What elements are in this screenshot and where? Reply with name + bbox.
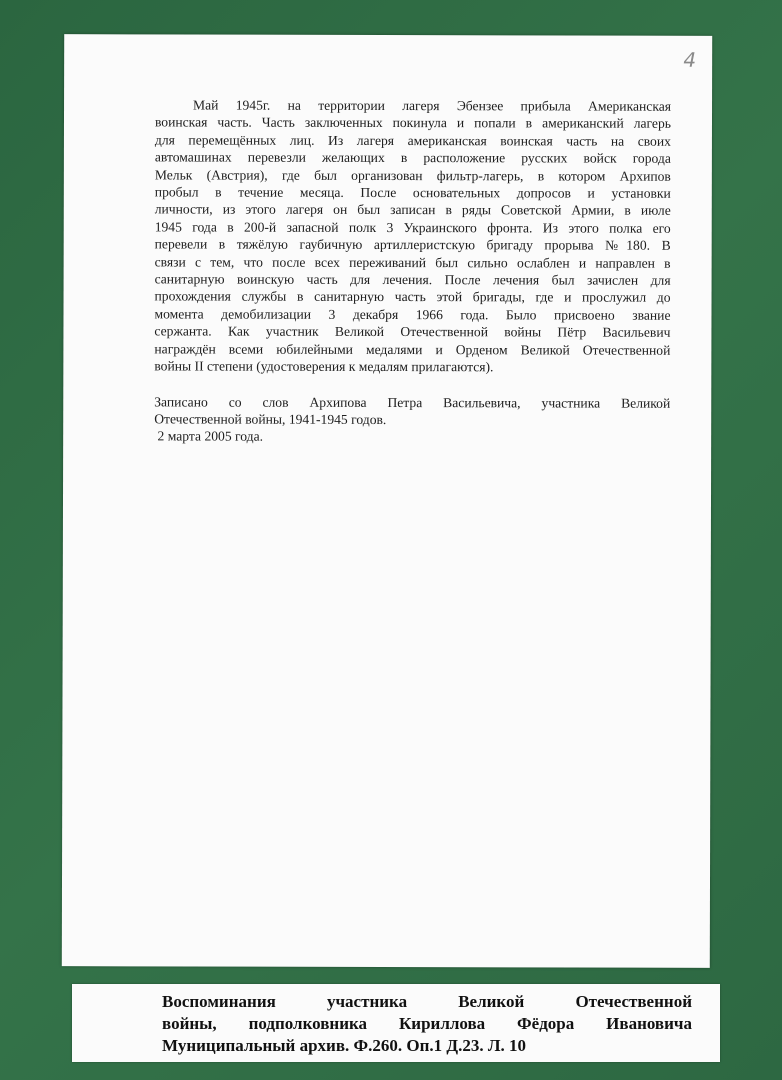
- text-line: пробыл в течение месяца. После основательных допросов и установки: [154, 184, 671, 201]
- caption-line: войны, подполковника Кириллова Фёдора Ивановича: [162, 1014, 692, 1033]
- text-line: момента демобилизации 3 декабря 1966 года. Было присвоено звание: [154, 306, 671, 323]
- date-line: 2 марта 2005 года.: [154, 428, 264, 444]
- caption-text: [162, 991, 692, 1057]
- show-through-text: [155, 380, 336, 632]
- text-line: Май 1945г. на территории лагеря Эбензее прибыла Американская: [193, 97, 672, 114]
- text-line: 1945 года в 200-й запасной полк 3 Украинского фронта. Из этого полка его: [154, 219, 671, 236]
- text-line: для перемещённых лиц. Из лагеря американская воинская часть на своих: [154, 132, 671, 149]
- text-line: личности, из этого лагеря он был записан в ряды Советской Армии, в июле: [154, 201, 671, 219]
- text-line: автомашинах перевезли желающих в расположение русских войск города: [154, 149, 671, 166]
- text-line: Записано со слов Архипова Петра Васильевича, участника Великой: [154, 393, 671, 411]
- caption-line: Воспоминания участника Великой Отечественной: [162, 992, 692, 1011]
- text-line: прохождения службы в санитарную часть этой бригады, где и прослужил до: [154, 288, 671, 306]
- text-line: сержанта. Как участник Великой Отечественной войны Пётр Васильевич: [154, 323, 671, 341]
- text-line: Отечественной войны, 1941-1945 годов.: [154, 411, 387, 427]
- text-line: воинская часть. Часть заключенных покинула и попали в американский лагерь: [154, 114, 672, 132]
- document-page: [62, 34, 712, 968]
- text-line: Мельк (Австрия), где был организован фильтр-лагерь, в котором Архипов: [154, 167, 671, 184]
- text-line: войны II степени (удостоверения к медалям прилагаются).: [154, 358, 494, 375]
- text-line: связи с тем, что после всех переживаний был сильно ослаблен и направлен в: [154, 254, 671, 271]
- text-line: санитарную воинскую часть для лечения. После лечения был зачислен для: [154, 271, 671, 288]
- text-line: перевели в тяжёлую гаубичную артиллеристскую бригаду прорыва №180. В: [154, 236, 671, 253]
- memoir-paragraph: [154, 96, 671, 376]
- caption-line: Муниципальный архив. Ф.260. Оп.1 Д.23. Л. 10: [162, 1036, 526, 1055]
- caption-label: [72, 984, 720, 1062]
- text-line: награждён всеми юбилейными медалями и Орденом Великой Отечественной: [154, 341, 671, 358]
- page-number: 4: [683, 47, 697, 72]
